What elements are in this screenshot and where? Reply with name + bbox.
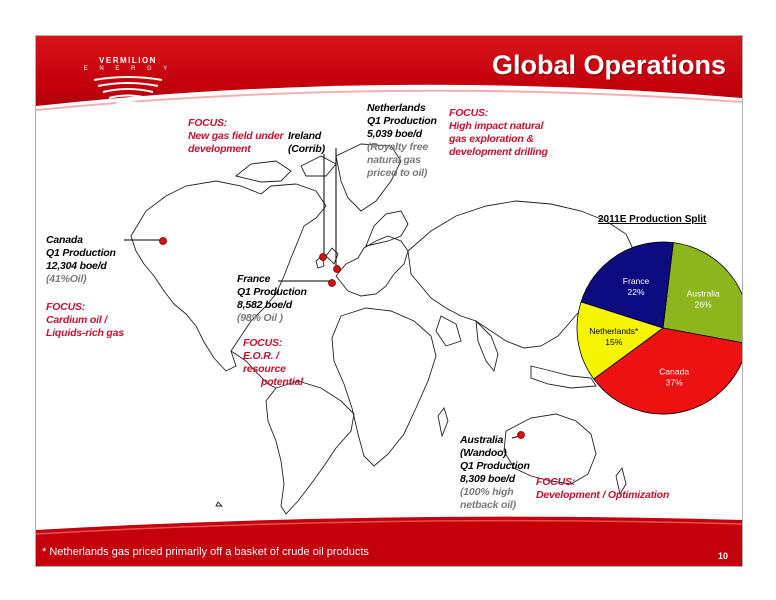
page-title: Global Operations [491,50,726,80]
ireland-focus-label: FOCUS: [188,117,228,129]
pie-label: Netherlands* [589,326,639,337]
slide [35,35,743,567]
france-production-value: 8,582 boe/d [237,299,292,311]
netherlands-focus-line: development drilling [449,146,548,158]
chart-title: 2011E Production Split [598,214,707,225]
australia-production-value: 8,309 boe/d [460,473,515,485]
pie-label: Canada [659,366,690,377]
footnote: * Netherlands gas priced primarily off a basket of crude oil products [42,546,369,558]
netherlands-production-label: Q1 Production [367,115,437,127]
logo-wordmark: VERMILION [99,56,157,65]
australia-note-line: netback oil) [460,499,516,511]
canada-production-value: 12,304 boe/d [46,260,107,272]
france-name: France [237,273,271,285]
netherlands-note-line: (Royalty free [367,141,429,153]
netherlands-production-value: 5,039 boe/d [367,128,422,140]
canada-focus-line: Cardium oil / [46,314,107,326]
pie-value-label: 22% [627,287,645,298]
production-pie-chart [36,36,742,566]
pie-value-label: 26% [694,299,712,310]
france-focus-line: potential [261,376,303,388]
footer-band [36,516,742,566]
australia-note-line: (100% high [460,486,514,498]
pie-value-label: 15% [605,337,623,348]
australia-focus-label: FOCUS: [536,476,576,488]
canada-focus-label: FOCUS: [46,301,86,313]
australia-focus-line: Development / Optimization [536,489,670,501]
ireland-focus-line: New gas field under [188,130,284,142]
netherlands-note-line: priced to oil) [367,167,428,179]
ireland-sub: (Corrib) [288,143,325,155]
france-focus-line: E.O.R. / [243,350,279,362]
france-note: (98% Oil ) [237,312,283,324]
ireland-name: Ireland [288,130,322,142]
canada-focus-line: Liquids-rich gas [46,327,124,339]
netherlands-focus-label: FOCUS: [449,107,489,119]
canada-name: Canada [46,234,83,246]
netherlands-focus-line: gas exploration & [449,133,534,145]
pie-label: Australia [686,288,720,299]
pie-value-label: 37% [665,377,683,388]
page-number: 10 [717,551,728,561]
pie-label: France [622,276,650,287]
france-focus-label: FOCUS: [243,337,283,349]
australia-sub: (Wandoo) [460,447,507,459]
australia-name: Australia [460,434,504,446]
france-focus-line: resource [243,363,286,375]
australia-production-label: Q1 Production [460,460,530,472]
canada-note: (41%Oil) [46,273,87,285]
netherlands-name: Netherlands [367,102,426,114]
ireland-focus-line: development [188,143,251,155]
netherlands-focus-line: High impact natural [449,120,544,132]
france-production-label: Q1 Production [237,286,307,298]
logo-subtitle: E N E R G Y [83,66,173,72]
netherlands-note-line: natural gas [367,154,421,166]
canada-production-label: Q1 Production [46,247,116,259]
